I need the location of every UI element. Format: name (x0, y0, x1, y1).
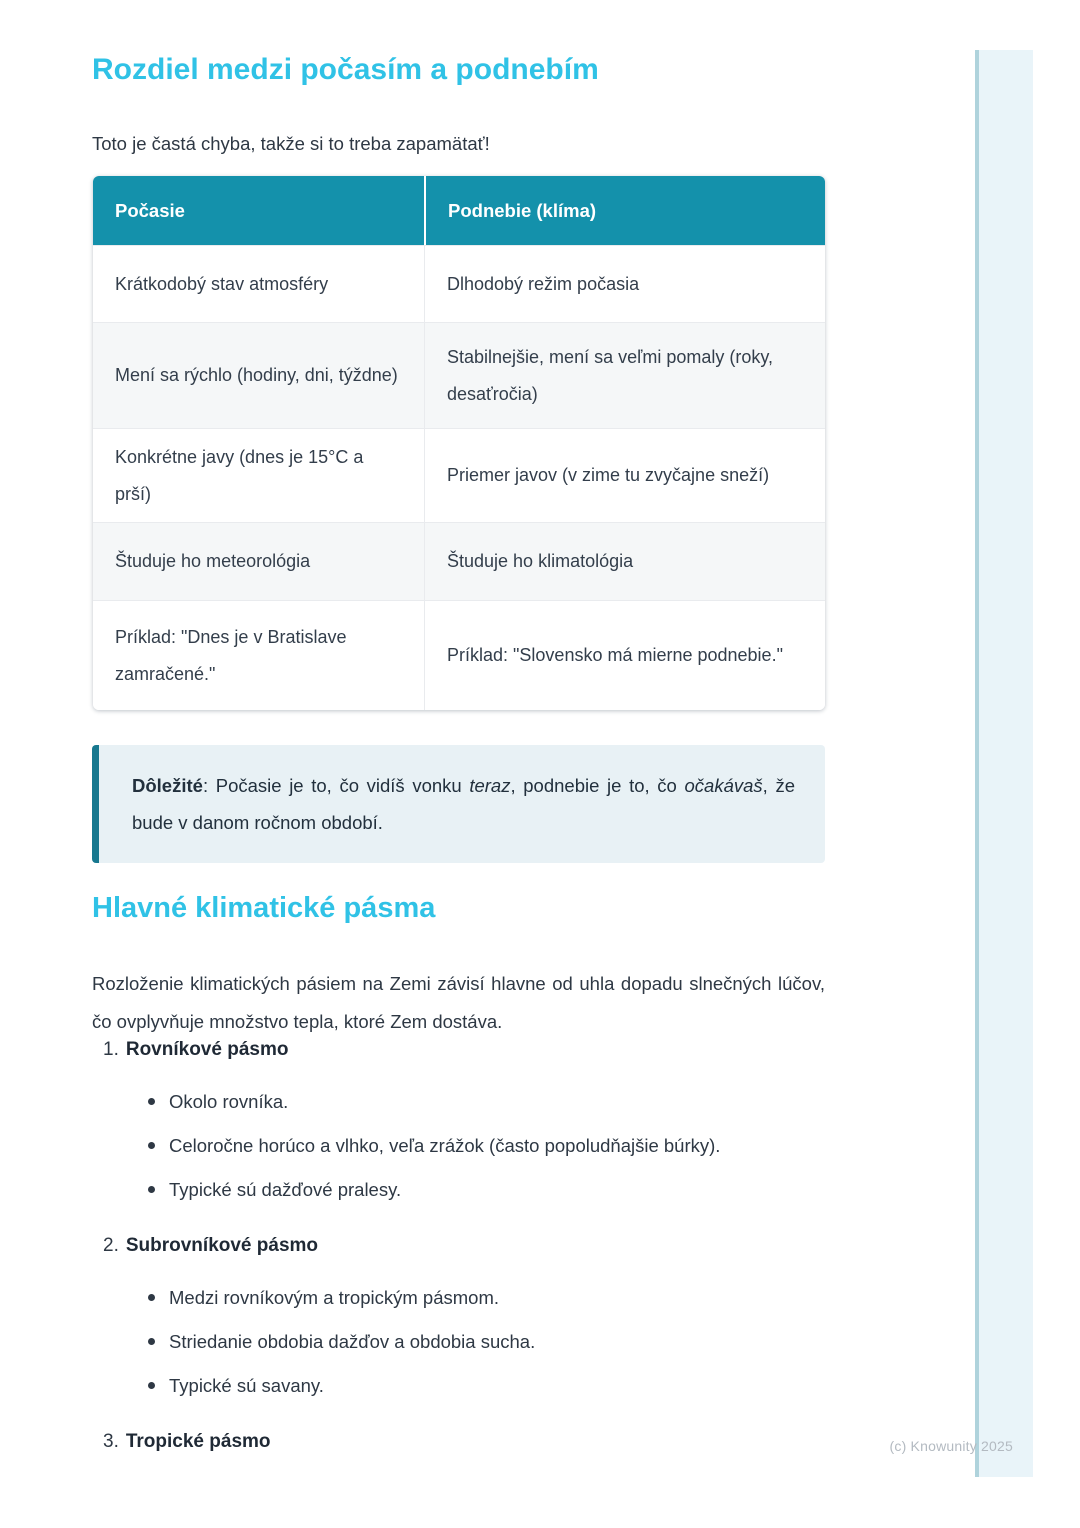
section-title-climate-zones: Hlavné klimatické pásma (92, 892, 436, 924)
bullet-group (92, 1284, 852, 1400)
callout-text: , že bude v danom ročnom období. (132, 775, 795, 833)
comparison-table (93, 176, 825, 710)
bullet-item (148, 1176, 852, 1204)
table-row (93, 600, 825, 710)
callout-text: , podnebie je to, čo (510, 775, 685, 796)
table-header-row (93, 176, 825, 245)
list-item-number: 2. (103, 1235, 119, 1256)
section-title-weather-vs-climate: Rozdiel medzi počasím a podnebím (92, 53, 599, 86)
bullet-icon (148, 1098, 155, 1105)
bullet-text: Striedanie obdobia dažďov a obdobia sucha. (169, 1331, 536, 1352)
section2-intro-text: Rozloženie klimatických pásiem na Zemi závisí hlavne od uhla dopadu slnečných lúčov, čo ovplyvňuje množstvo tepla, ktoré Zem dostáva. (92, 972, 825, 1032)
copyright-watermark: (c) Knowunity 2025 (889, 1438, 1013, 1454)
list-item-label: Subrovníkové pásmo (125, 1235, 319, 1256)
table-header-weather: Počasie (93, 176, 424, 245)
bullet-item (148, 1372, 852, 1400)
bullet-icon (148, 1338, 155, 1345)
bullet-text: Celoročne horúco a vlhko, veľa zrážok (často popoludňajšie búrky). (169, 1135, 721, 1156)
bullet-icon (148, 1382, 155, 1389)
table-row (93, 245, 825, 322)
table-cell: Príklad: "Slovensko má mierne podnebie." (424, 600, 825, 710)
callout-italic: teraz (469, 775, 511, 796)
bullet-item (148, 1328, 852, 1356)
important-callout (92, 745, 825, 863)
bullet-icon (148, 1186, 155, 1193)
bullet-group (92, 1088, 852, 1204)
table-cell: Dlhodobý režim počasia (424, 245, 825, 322)
table-row (93, 322, 825, 428)
table-cell: Konkrétne javy (dnes je 15°C a prší) (93, 428, 424, 522)
bullet-text: Okolo rovníka. (169, 1091, 289, 1112)
table-cell: Priemer javov (v zime tu zvyčajne sneží) (424, 428, 825, 522)
bullet-text: Typické sú savany. (169, 1375, 324, 1396)
list-item-label: Rovníkové pásmo (125, 1039, 289, 1060)
bullet-item (148, 1132, 852, 1160)
climate-zones-list (92, 1036, 852, 1456)
callout-label: Dôležité (132, 775, 203, 796)
table-row (93, 428, 825, 522)
list-item-subequatorial-zone (103, 1232, 852, 1260)
table-cell: Krátkodobý stav atmosféry (93, 245, 424, 322)
list-item-number: 1. (103, 1039, 119, 1060)
list-item-equatorial-zone (103, 1036, 852, 1064)
bullet-item (148, 1088, 852, 1116)
table-cell: Príklad: "Dnes je v Bratislave zamračené." (93, 600, 424, 710)
callout-italic: očakávaš (684, 775, 763, 796)
table-cell: Stabilnejšie, mení sa veľmi pomaly (roky, desaťročia) (424, 322, 825, 428)
table-header-climate: Podnebie (klíma) (424, 176, 825, 245)
bullet-icon (148, 1142, 155, 1149)
bullet-text: Typické sú dažďové pralesy. (169, 1179, 402, 1200)
list-item-number: 3. (103, 1431, 119, 1452)
bullet-icon (148, 1294, 155, 1301)
list-item-tropical-zone (103, 1428, 852, 1456)
section1-intro-text: Toto je častá chyba, takže si to treba zapamätať! (92, 132, 490, 154)
table-row (93, 522, 825, 600)
table-cell: Mení sa rýchlo (hodiny, dni, týždne) (93, 322, 424, 428)
bullet-item (148, 1284, 852, 1312)
list-item-label: Tropické pásmo (125, 1431, 271, 1452)
bullet-text: Medzi rovníkovým a tropickým pásmom. (169, 1287, 500, 1308)
table-cell: Študuje ho meteorológia (93, 522, 424, 600)
callout-text: : Počasie je to, čo vidíš vonku (202, 775, 470, 796)
table-cell: Študuje ho klimatológia (424, 522, 825, 600)
